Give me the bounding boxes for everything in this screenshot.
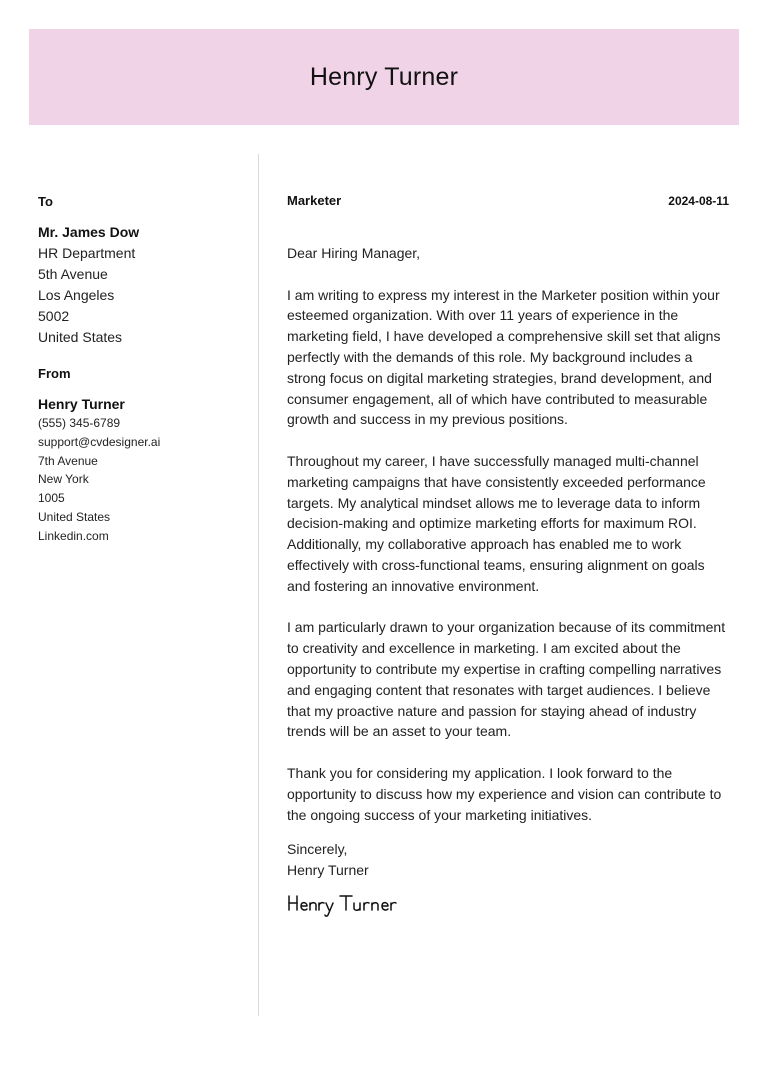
sender-city: New York xyxy=(38,472,89,487)
recipient-country: United States xyxy=(38,329,123,345)
column-divider xyxy=(258,154,259,1016)
header-name: Henry Turner xyxy=(309,62,459,91)
sender-country: United States xyxy=(38,509,111,524)
sender-postcode: 1005 xyxy=(38,491,65,506)
recipient-name: Mr. James Dow xyxy=(38,224,140,240)
header-band xyxy=(29,29,739,125)
letter-column xyxy=(287,193,729,918)
position-title: Marketer xyxy=(287,193,342,208)
contact-column xyxy=(38,193,248,546)
recipient-department: HR Department xyxy=(38,245,136,261)
sender-name: Henry Turner xyxy=(38,396,125,412)
letter-paragraph-1: I am writing to express my interest in the Marketer position within your esteemed organization. With over 11 years of experience in the marketing field, I have developed a comprehensive skill set that aligns perfectly with the demands of this role. My background includes a strong focus on digital marketing strategies, brand development, and consumer engagement, all of which have contributed to measurable growth and success in my previous positions. xyxy=(287,286,721,428)
letter-paragraph-2: Throughout my career, I have successfully managed multi-channel marketing campaigns that have consistently exceeded performance targets. My analytical mindset allows me to leverage data to inform decision-making and optimize marketing efforts for maximum ROI. Additionally, my collaborative approach has enabled me to work effectively with cross-functional teams, ensuring alignment on goals and fostering an innovative environment. xyxy=(287,452,706,594)
letter-paragraph-4: Thank you for considering my application. I look forward to the opportunity to discuss how my experience and vision can contribute to the ongoing success of your marketing initiatives. xyxy=(287,764,722,823)
letter-date: 2024-08-11 xyxy=(668,194,729,208)
sender-email: support@cvdesigner.ai xyxy=(38,434,161,449)
sender-street: 7th Avenue xyxy=(38,453,98,468)
sender-linkedin: Linkedin.com xyxy=(38,528,109,543)
recipient-postcode: 5002 xyxy=(38,308,70,324)
closing-phrase: Sincerely, xyxy=(287,841,348,858)
letter-paragraph-3: I am particularly drawn to your organization because of its commitment to creativity and excellence in marketing. I am excited about the opportunity to contribute my expertise in crafting compelling narratives and engaging content that resonates with target audiences. I believe that my proactive nature and passion for staying ahead of industry trends will be an asset to your team. xyxy=(287,619,726,740)
recipient-block xyxy=(38,222,248,348)
closing-name: Henry Turner xyxy=(287,862,369,879)
recipient-street: 5th Avenue xyxy=(38,266,108,282)
signature-image xyxy=(287,890,417,918)
sender-block xyxy=(38,394,248,546)
letter-greeting: Dear Hiring Manager, xyxy=(287,245,421,261)
from-label: From xyxy=(38,366,71,381)
letter-top-row xyxy=(287,193,729,211)
sender-phone: (555) 345-6789 xyxy=(38,416,121,430)
recipient-city: Los Angeles xyxy=(38,287,115,303)
to-label: To xyxy=(38,194,53,209)
letter-closing xyxy=(287,839,729,881)
signature xyxy=(287,890,729,918)
